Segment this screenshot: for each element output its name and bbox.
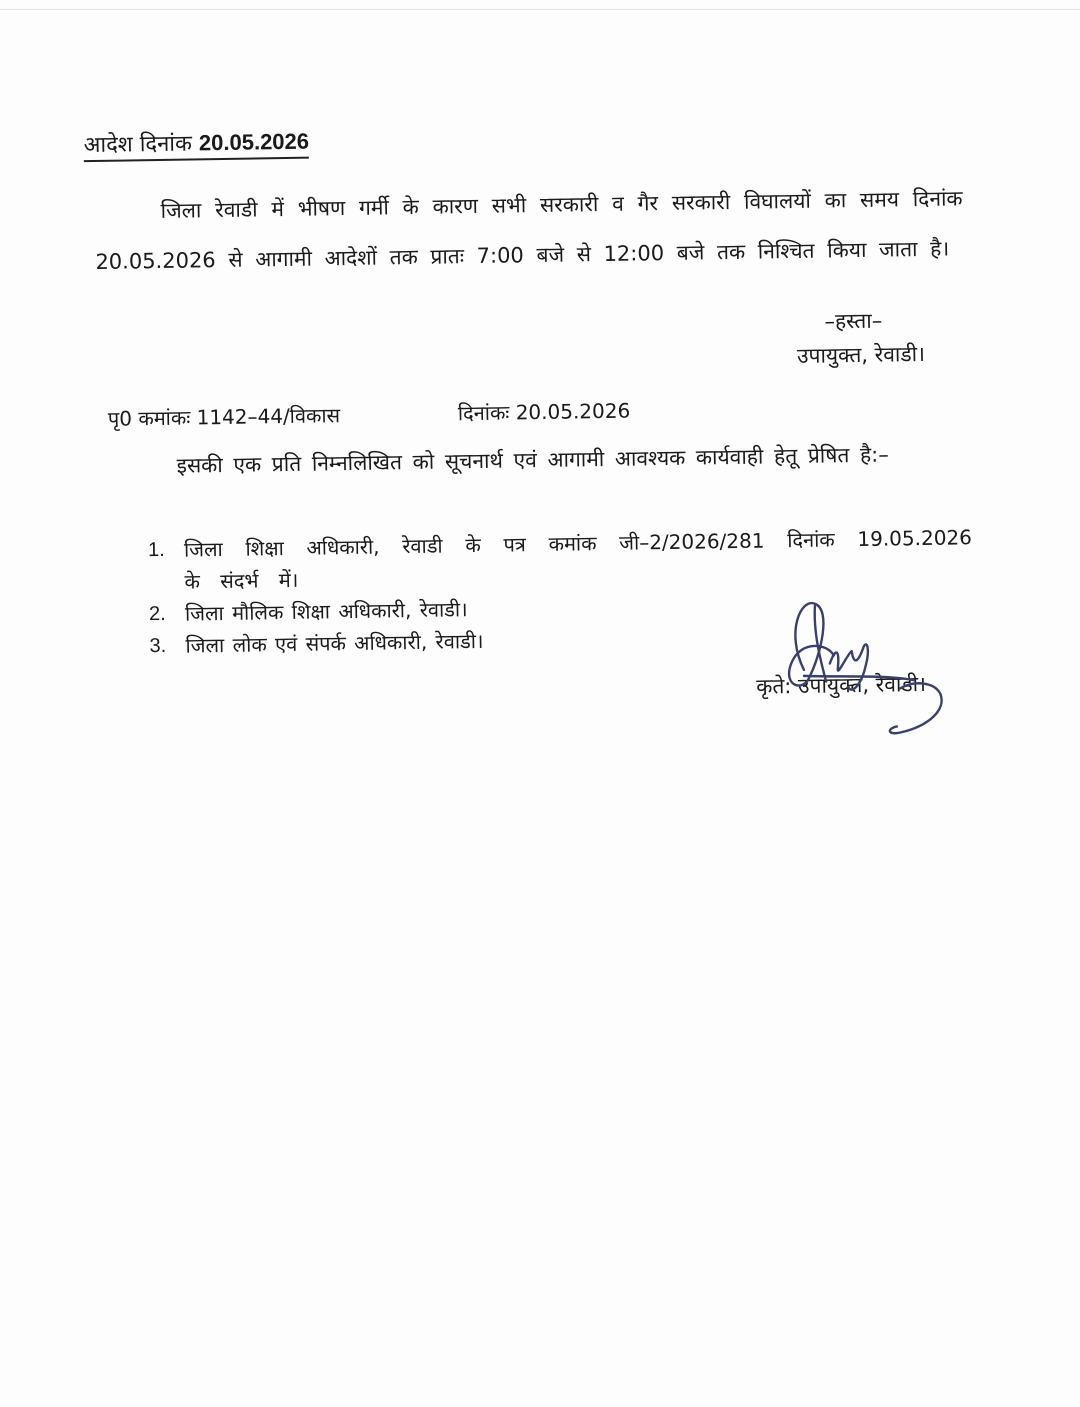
order-signatory: उपायुक्त, रेवाडी। — [796, 341, 926, 368]
order-heading-date: 20.05.2026 — [198, 128, 310, 156]
list-item-number: 2. — [148, 602, 166, 626]
order-heading-label: आदेश दिनांक — [83, 131, 193, 159]
endorsement-date: दिनांकः 20.05.2026 — [457, 398, 631, 426]
order-heading — [83, 126, 309, 163]
endorsement-signatory: कृते: उपायुक्त, रेवाडी। — [756, 671, 927, 699]
list-item-number: 3. — [149, 634, 167, 658]
endorsement-reference-number: पृ0 कमांकः 1142–44/विकास — [107, 403, 341, 431]
handwritten-signature — [763, 589, 965, 752]
list-item-number: 1. — [147, 538, 165, 562]
list-item-text: जिला लोक एवं संपर्क अधिकारी, रेवाडी। — [185, 628, 484, 658]
list-item-text: जिला शिक्षा अधिकारी, रेवाडी के पत्र कमांक जी–2/2026/281 दिनांक 19.05.2026 के संदर्भ में। — [183, 525, 973, 594]
order-body: जिला रेवाडी में भीषण गर्मी के कारण सभी सरकारी व गैर सरकारी विघालयों का समय दिनांक 20.05.2026 से आगामी आदेशों तक प्रातः 7:00 बजे से 12:00 बजे तक निश्चित किया जाता है। — [95, 186, 963, 274]
signed-mark: –हस्ता– — [824, 308, 883, 334]
list-item-text: जिला मौलिक शिक्षा अधिकारी, रेवाडी। — [184, 597, 468, 626]
copy-forwarding-text: इसकी एक प्रति निम्नलिखित को सूचनार्थ एवं आगामी आवश्यक कार्यवाही हेतू प्रेषित है:– — [176, 442, 889, 478]
